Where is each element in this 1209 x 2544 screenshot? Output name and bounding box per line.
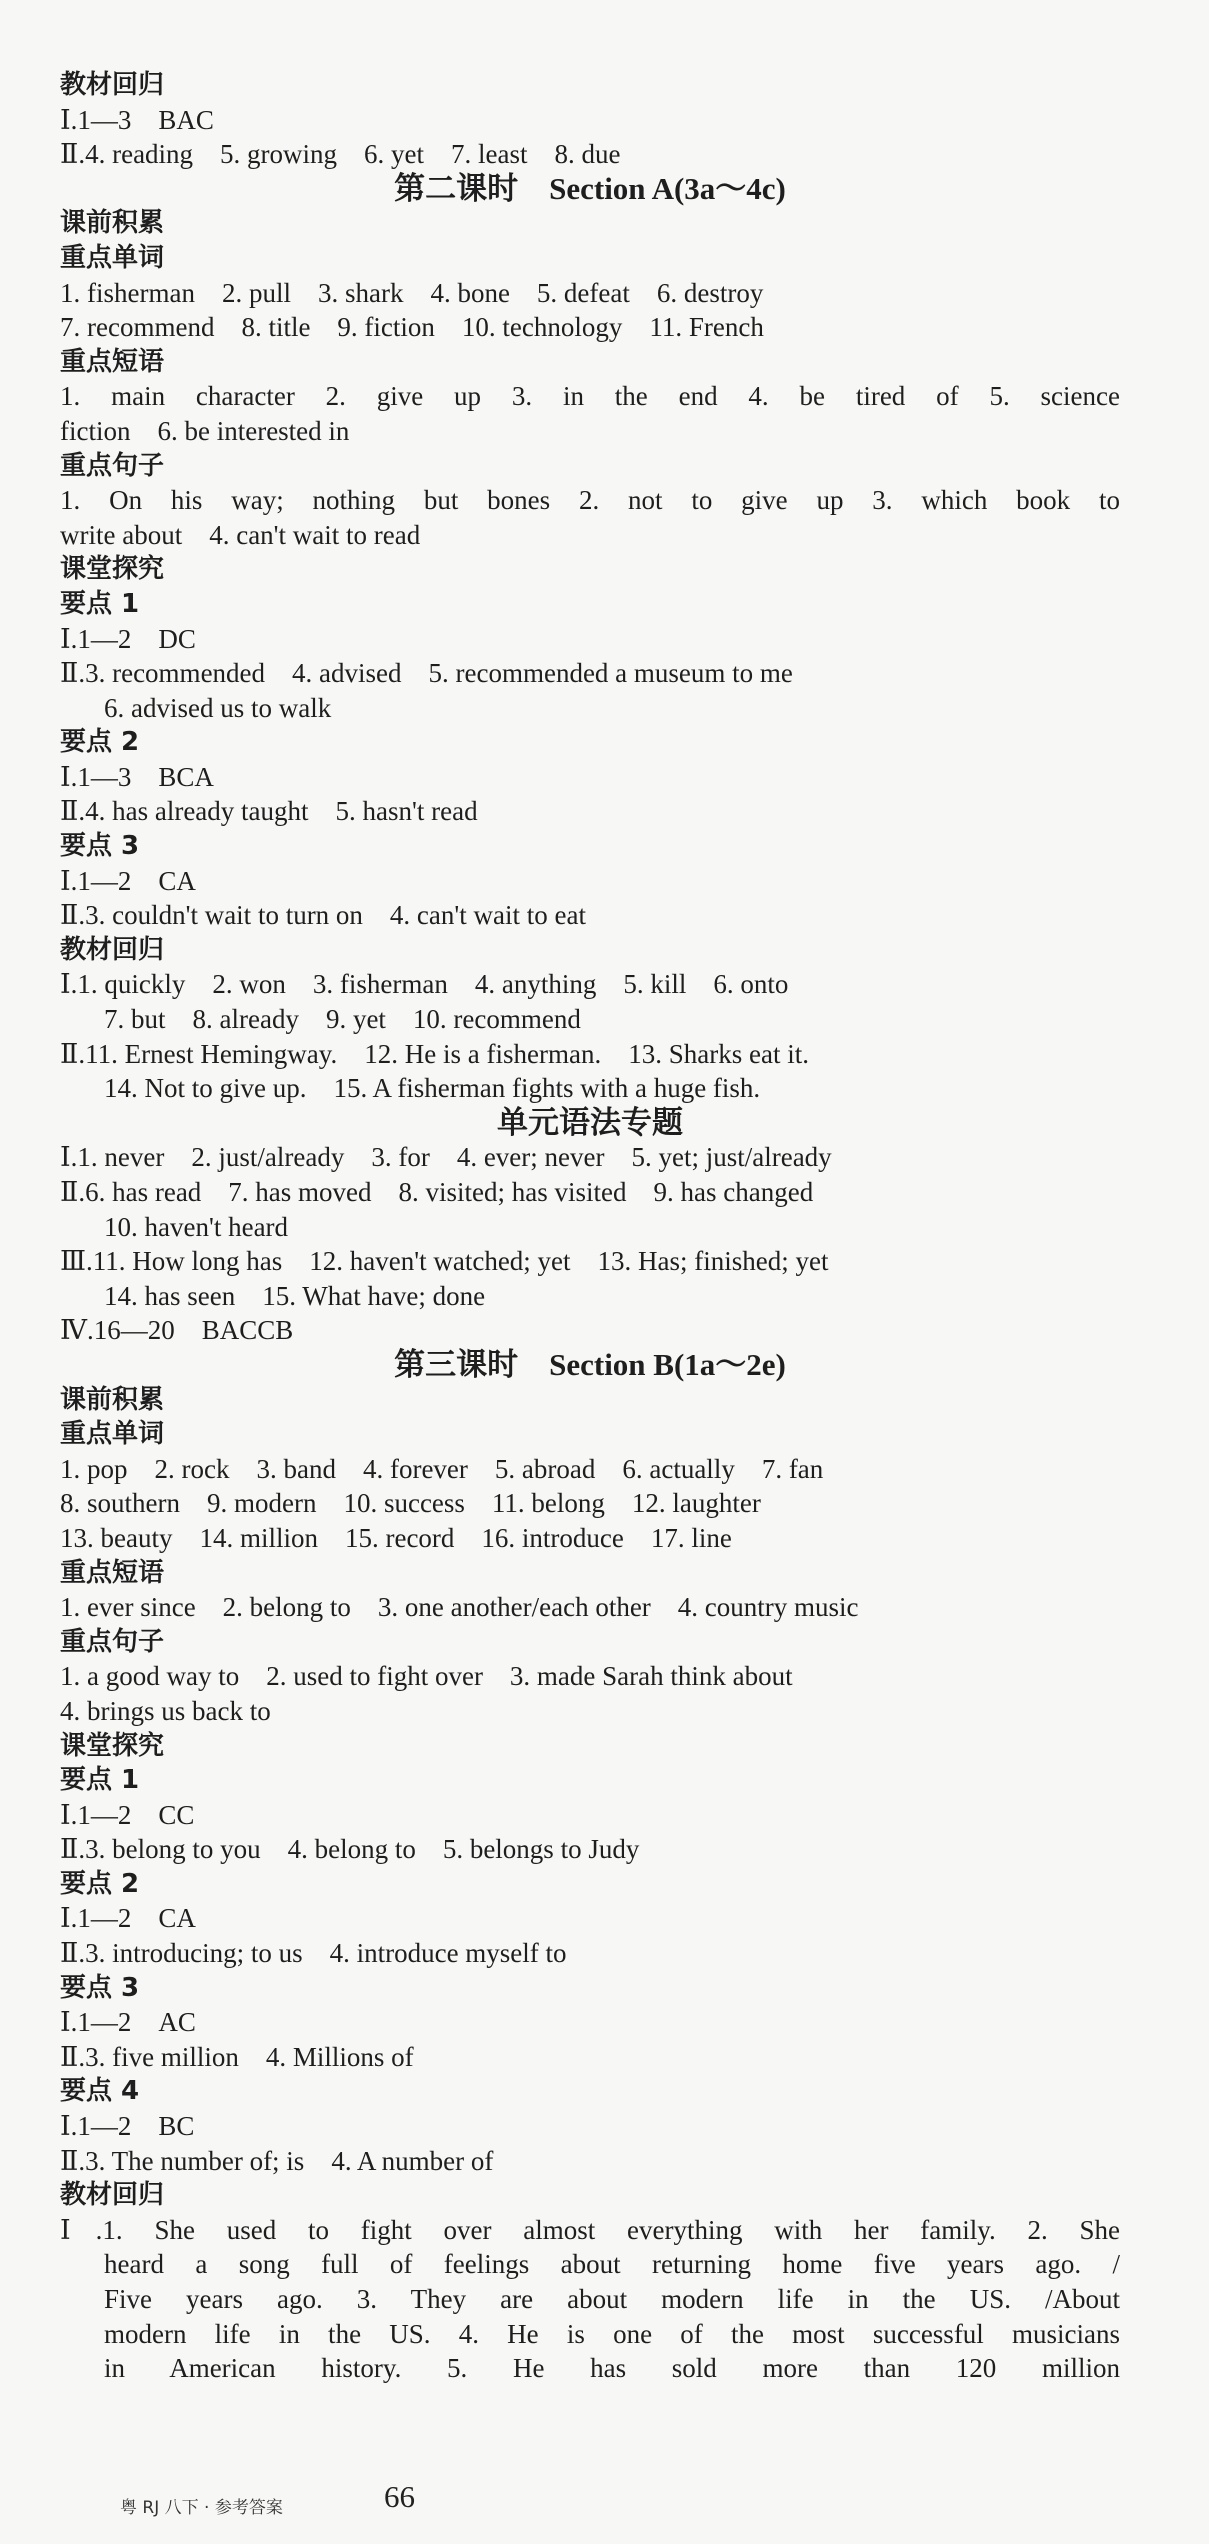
text-line: 1. a good way to 2. used to fight over 3. made Sarah think about xyxy=(60,1661,793,1692)
text-line: Ⅲ.11. How long has 12. haven't watched; yet 13. Has; finished; yet xyxy=(60,1246,829,1277)
text-line: modern life in the US. 4. He is one of the most successful musicians xyxy=(104,2318,1120,2349)
text-line: Ⅰ.1—2 CC xyxy=(60,1799,195,1830)
lesson-title: 单元语法专题 xyxy=(497,1104,683,1140)
text-line: Ⅱ.11. Ernest Hemingway. 12. He is a fisherman. 13. Sharks eat it. xyxy=(60,1038,809,1069)
section-heading: 教材回归 xyxy=(60,934,165,965)
text-line: 1. ever since 2. belong to 3. one another/each other 4. country music xyxy=(60,1592,859,1623)
section-heading: 教材回归 xyxy=(60,2180,165,2211)
section-heading: 课前积累 xyxy=(60,208,165,239)
section-heading: 要点 2 xyxy=(60,1868,140,1899)
text-line: 10. haven't heard xyxy=(104,1211,289,1242)
text-line: Five years ago. 3. They are about modern life in the US. /About xyxy=(104,2284,1120,2314)
text-line: fiction 6. be interested in xyxy=(60,415,350,446)
section-heading: 要点 4 xyxy=(60,2076,140,2107)
text-line: Ⅰ.1—2 AC xyxy=(60,2007,196,2038)
section-heading: 重点句子 xyxy=(60,450,165,481)
section-heading: 课堂探究 xyxy=(60,1730,165,1761)
text-line: Ⅱ.6. has read 7. has moved 8. visited; has visited 9. has changed xyxy=(60,1177,814,1207)
section-heading: 重点短语 xyxy=(60,346,165,377)
section-heading: 教材回归 xyxy=(60,70,165,100)
text-line: 4. brings us back to xyxy=(60,1695,271,1726)
text-line: Ⅰ.1—2 CA xyxy=(60,865,196,896)
text-line: 1. pop 2. rock 3. band 4. forever 5. abroad 6. actually 7. fan xyxy=(60,1453,824,1484)
section-heading: 课前积累 xyxy=(60,1384,165,1415)
section-heading: 要点 1 xyxy=(60,1765,140,1796)
text-line: heard a song full of feelings about returning home five years ago. / xyxy=(104,2249,1120,2280)
section-heading: 要点 2 xyxy=(60,727,140,758)
text-line: Ⅱ.3. recommended 4. advised 5. recommended a museum to me xyxy=(60,658,793,689)
text-line: Ⅰ.1—3 BAC xyxy=(60,104,214,135)
page-number: 66 xyxy=(384,2479,415,2514)
text-line: Ⅱ.3. The number of; is 4. A number of xyxy=(60,2145,494,2176)
text-line: 1. main character 2. give up 3. in the end 4. be tired of 5. science xyxy=(60,381,1120,412)
text-line: 14. has seen 15. What have; done xyxy=(104,1280,486,1311)
text-line: in American history. 5. He has sold more than 120 million xyxy=(104,2353,1120,2384)
text-line: Ⅰ.1. quickly 2. won 3. fisherman 4. anything 5. kill 6. onto xyxy=(60,969,789,1000)
text-line: Ⅰ.1. She used to fight over almost everything with her family. 2. She xyxy=(60,2214,1120,2245)
text-line: 14. Not to give up. 15. A fisherman fights with a huge fish. xyxy=(104,1073,761,1104)
text-line: Ⅰ.1—2 BC xyxy=(60,2111,195,2142)
text-line: 6. advised us to walk xyxy=(104,692,332,723)
text-line: Ⅰ.1—3 BCA xyxy=(60,761,214,792)
text-line: Ⅰ.1—2 CA xyxy=(60,1903,196,1934)
section-heading: 要点 1 xyxy=(60,588,140,619)
text-line: 8. southern 9. modern 10. success 11. belong 12. laughter xyxy=(60,1488,761,1519)
text-line: Ⅱ.3. introducing; to us 4. introduce myself to xyxy=(60,1938,567,1969)
section-heading: 课堂探究 xyxy=(60,554,165,585)
text-line: 7. recommend 8. title 9. fiction 10. technology 11. French xyxy=(60,312,764,343)
section-heading: 重点单词 xyxy=(60,242,165,273)
text-line: 7. but 8. already 9. yet 10. recommend xyxy=(104,1004,581,1035)
answer-content xyxy=(60,68,1120,2386)
section-heading: 要点 3 xyxy=(60,831,140,862)
text-line: Ⅱ.4. reading 5. growing 6. yet 7. least 8. due xyxy=(60,139,621,170)
text-line: Ⅰ.1. never 2. just/already 3. for 4. ever; never 5. yet; just/already xyxy=(60,1142,832,1173)
section-heading: 重点句子 xyxy=(60,1626,165,1657)
lesson-title: 第二课时 Section A(3a～4c) xyxy=(394,170,786,206)
text-line: 13. beauty 14. million 15. record 16. introduce 17. line xyxy=(60,1522,732,1553)
text-line: 1. fisherman 2. pull 3. shark 4. bone 5. defeat 6. destroy xyxy=(60,277,764,308)
text-line: Ⅱ.4. has already taught 5. hasn't read xyxy=(60,796,478,827)
text-line: Ⅱ.3. belong to you 4. belong to 5. belongs to Judy xyxy=(60,1834,640,1865)
lesson-title: 第三课时 Section B(1a～2e) xyxy=(394,1346,786,1382)
section-heading: 要点 3 xyxy=(60,1972,140,2003)
footer-label: 粤 RJ 八下 · 参考答案 xyxy=(120,2498,283,2518)
text-line: Ⅱ.3. couldn't wait to turn on 4. can't wait to eat xyxy=(60,900,586,931)
text-line: Ⅱ.3. five million 4. Millions of xyxy=(60,2041,414,2072)
text-line: 1. On his way; nothing but bones 2. not to give up 3. which book to xyxy=(60,485,1120,516)
text-line: Ⅳ.16—20 BACCB xyxy=(60,1315,294,1346)
text-line: Ⅰ.1—2 DC xyxy=(60,623,196,654)
section-heading: 重点单词 xyxy=(60,1419,165,1450)
text-line: write about 4. can't wait to read xyxy=(60,519,421,550)
section-heading: 重点短语 xyxy=(60,1557,165,1588)
